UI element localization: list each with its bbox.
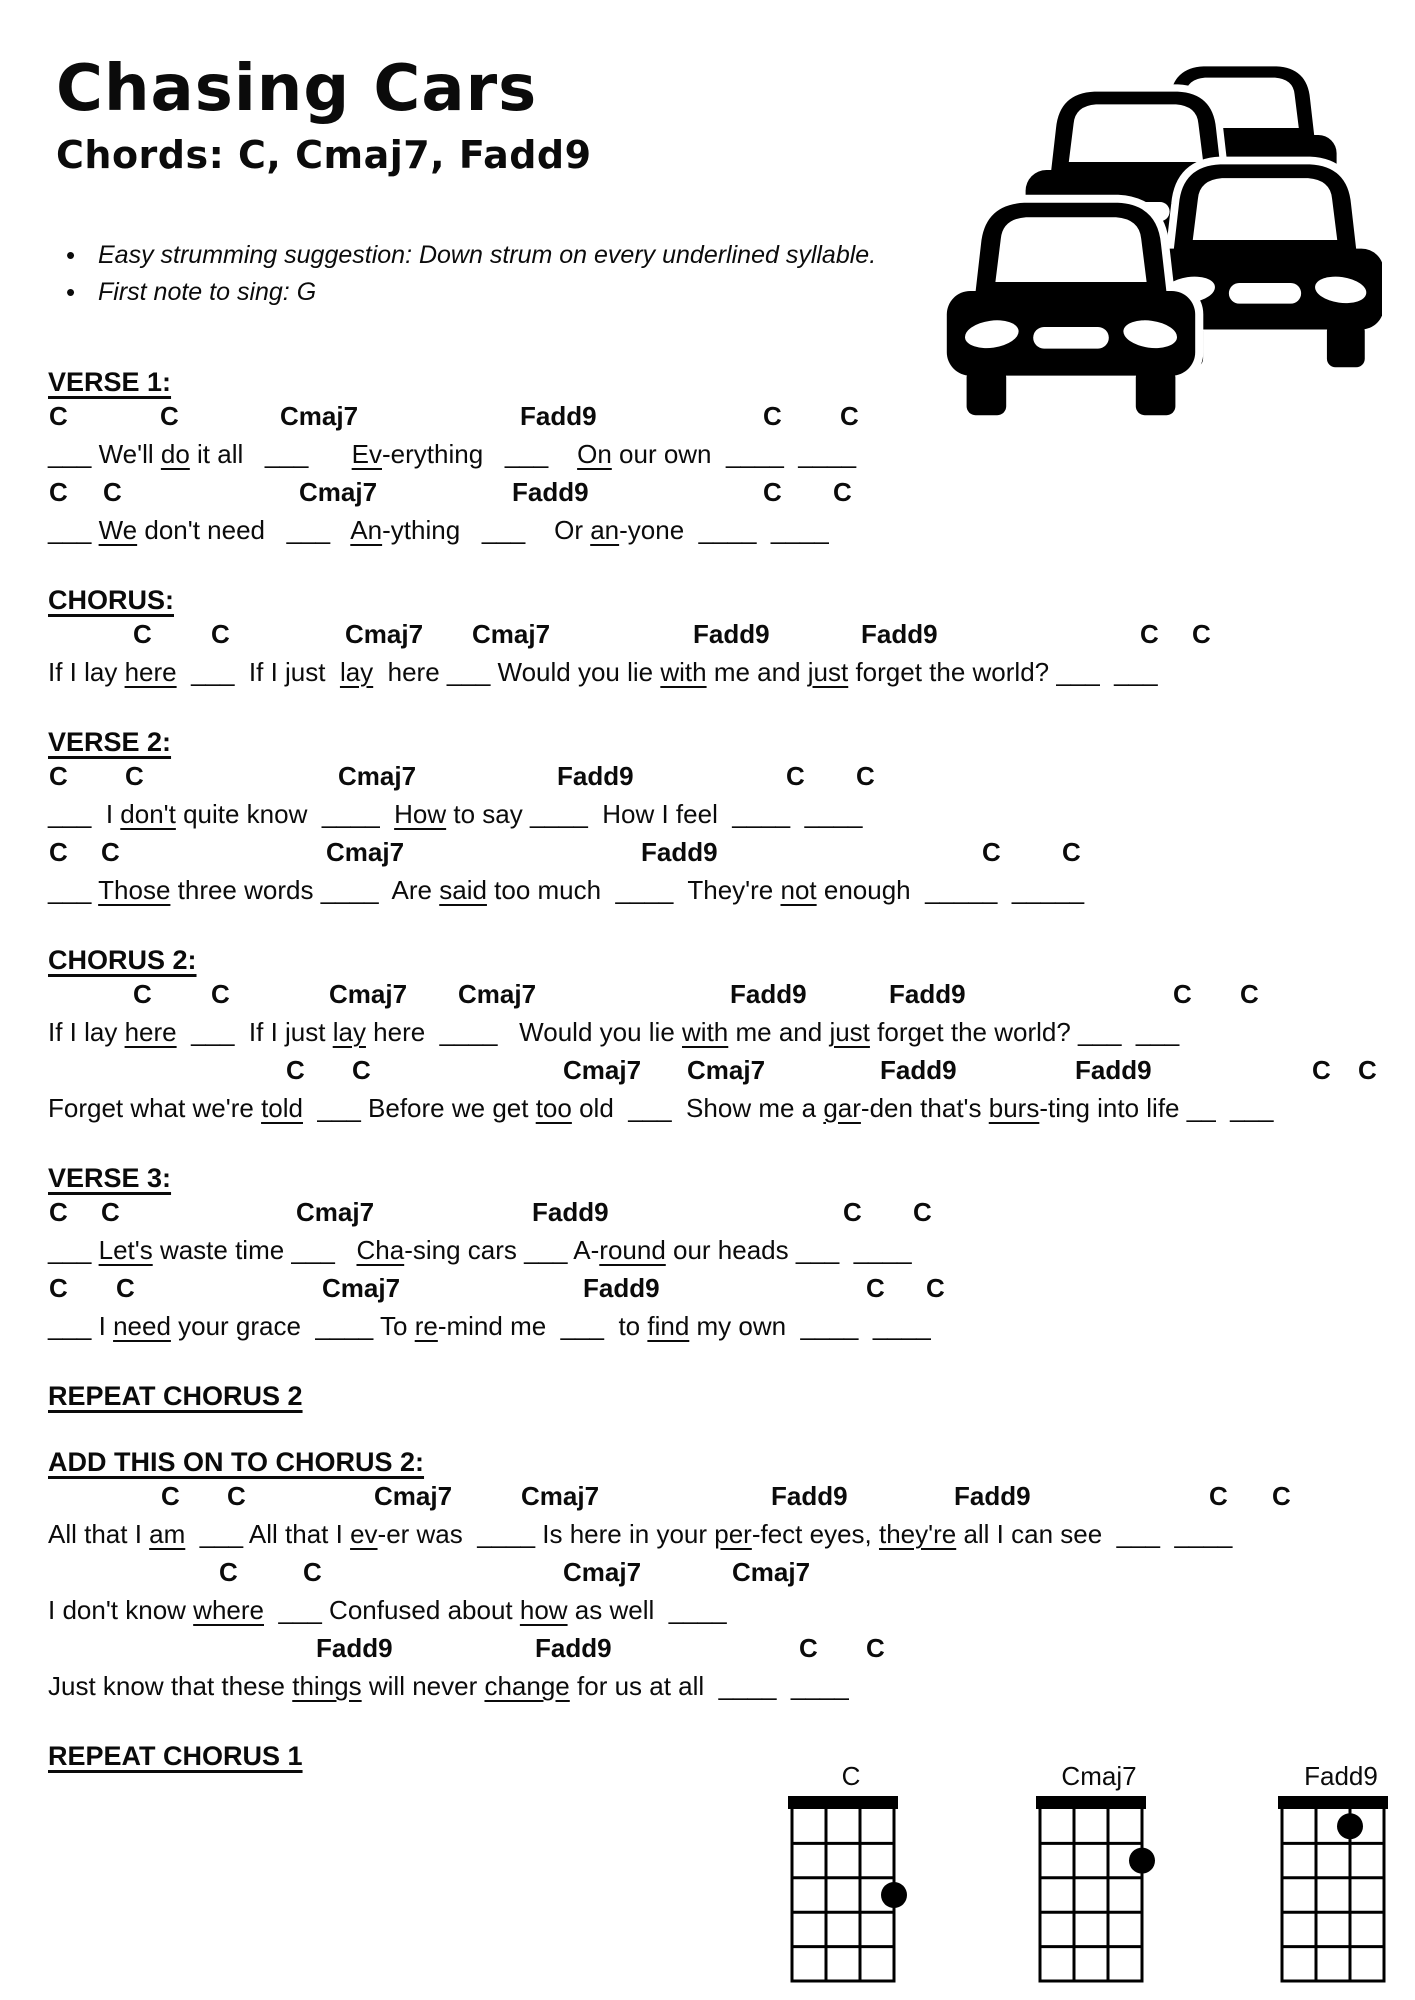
chord-token: Cmaj7 (563, 1556, 642, 1587)
chord-token: C (116, 1272, 135, 1303)
chord-token: Cmaj7 (299, 476, 378, 507)
chord-token: C (49, 400, 68, 431)
lyric-line (0, 795, 1415, 833)
lyric-line (0, 1667, 1415, 1705)
chord-token: Fadd9 (520, 400, 597, 431)
lyric-segment: too much ____ They're (486, 874, 781, 905)
underlined-syllable: lay (332, 1016, 366, 1047)
chord-line (0, 615, 1415, 653)
chord-token: C (352, 1054, 371, 1085)
song-section (0, 1381, 1415, 1411)
lyric-segment: I don't know (48, 1594, 194, 1625)
underlined-syllable: Those (98, 874, 171, 905)
chord-token: C (866, 1632, 885, 1663)
chord-token: C (211, 618, 230, 649)
underlined-syllable: do (160, 438, 190, 469)
chord-token: C (49, 1272, 68, 1303)
underlined-syllable: round (599, 1234, 666, 1265)
underlined-syllable: they're (878, 1518, 957, 1549)
lyric-segment: Just know that these (48, 1670, 293, 1701)
song-section (0, 1447, 1415, 1705)
chord-token: C (103, 476, 122, 507)
lyric-segment: ___ (48, 1234, 99, 1265)
chord-token: Cmaj7 (322, 1272, 401, 1303)
chord-token: Cmaj7 (521, 1480, 600, 1511)
chord-token: C (160, 400, 179, 431)
lyric-segment: me and (706, 656, 808, 687)
lyric-segment: ___ If I just (176, 1016, 333, 1047)
underlined-syllable: ev (350, 1518, 378, 1549)
chord-line (0, 473, 1415, 511)
chord-token: C (856, 760, 875, 791)
lyric-segment: -ything ___ Or (382, 514, 591, 545)
lyric-segment: ___ I (48, 798, 121, 829)
chord-token: C (1192, 618, 1211, 649)
chord-token: Fadd9 (954, 1480, 1031, 1511)
chord-token: C (219, 1556, 238, 1587)
lyric-segment: All that I (48, 1518, 150, 1549)
chord-token: C (133, 618, 152, 649)
underlined-syllable: lay (339, 656, 374, 687)
chord-token: Fadd9 (693, 618, 770, 649)
chord-line (0, 1269, 1415, 1307)
lyric-segment: -ting into life __ ___ (1039, 1092, 1274, 1123)
lyric-segment: me and (728, 1016, 830, 1047)
chord-token: C (982, 836, 1001, 867)
song-section (0, 1163, 1415, 1345)
chord-token: Fadd9 (641, 836, 718, 867)
chord-token: C (101, 836, 120, 867)
chord-token: Cmaj7 (326, 836, 405, 867)
note-item: • First note to sing: G (64, 274, 1415, 311)
lyric-segment: -erything ___ (382, 438, 578, 469)
chord-token: C (840, 400, 859, 431)
lyric-segment: will never (361, 1670, 485, 1701)
lyric-segment: -sing cars ___ A- (404, 1234, 600, 1265)
nut-bar (1036, 1796, 1146, 1809)
lyric-segment: -er was ____ Is here in your (377, 1518, 715, 1549)
chord-token: C (786, 760, 805, 791)
section-heading: CHORUS: (48, 584, 174, 615)
chord-token: Fadd9 (771, 1480, 848, 1511)
underlined-syllable: an (590, 514, 620, 545)
chord-token: Fadd9 (512, 476, 589, 507)
chord-token: Cmaj7 (563, 1054, 642, 1085)
chord-line (0, 1193, 1415, 1231)
underlined-syllable: where (193, 1594, 264, 1625)
chord-token: C (866, 1272, 885, 1303)
chord-token: Cmaj7 (458, 978, 537, 1009)
lyric-segment: old ___ Show me a (571, 1092, 824, 1123)
chord-token: C (133, 978, 152, 1009)
lyric-segment: Forget what we're (48, 1092, 262, 1123)
lyric-segment: -den that's (860, 1092, 989, 1123)
nut-bar (1278, 1796, 1388, 1809)
chord-token: C (1062, 836, 1081, 867)
underlined-syllable: We (98, 514, 138, 545)
lyric-segment: forget the world? ___ ___ (869, 1016, 1180, 1047)
chord-token: C (1240, 978, 1259, 1009)
chord-token: Cmaj7 (338, 760, 417, 791)
chord-token: C (799, 1632, 818, 1663)
chord-line (0, 1477, 1415, 1515)
chord-token: C (1140, 618, 1159, 649)
chord-token: C (1272, 1480, 1291, 1511)
chord-line (0, 1553, 1415, 1591)
chord-diagrams (0, 1760, 1415, 2000)
fretboard-grid (788, 1796, 914, 1986)
underlined-syllable: how (519, 1594, 568, 1625)
underlined-syllable: here (124, 1016, 177, 1047)
chord-token: C (211, 978, 230, 1009)
lyric-segment: our heads ___ ____ (665, 1234, 912, 1265)
song-title: Chasing Cars (56, 52, 538, 126)
underlined-syllable: find (647, 1310, 690, 1341)
lyric-line (0, 1013, 1415, 1051)
lyric-segment: three words ____ Are (170, 874, 440, 905)
chord-token: C (843, 1196, 862, 1227)
chord-token: C (1312, 1054, 1331, 1085)
note-item: • Easy strumming suggestion: Down strum on every underlined syllable. (64, 237, 1415, 274)
lyric-line (0, 1307, 1415, 1345)
lyric-segment: ___ Confused about (264, 1594, 520, 1625)
underlined-syllable: re (414, 1310, 438, 1341)
chord-line (0, 975, 1415, 1013)
chord-token: Cmaj7 (732, 1556, 811, 1587)
lyric-segment: ___ We'll (48, 438, 161, 469)
lyric-segment: as well ____ (567, 1594, 727, 1625)
lyric-segment: forget the world? ___ ___ (848, 656, 1158, 687)
lyric-segment: quite know ____ (175, 798, 395, 829)
section-heading: ADD THIS ON TO CHORUS 2: (48, 1446, 425, 1477)
lyric-line (0, 1231, 1415, 1269)
underlined-syllable: said (439, 874, 487, 905)
chord-line (0, 1051, 1415, 1089)
chord-token: Fadd9 (557, 760, 634, 791)
lyric-segment: If I lay (48, 1016, 125, 1047)
chord-diagram-label: Cmaj7 (1061, 1761, 1137, 1791)
lyric-segment: it all ___ (189, 438, 352, 469)
chord-token: C (161, 1480, 180, 1511)
underlined-syllable: don't (120, 798, 176, 829)
chord-diagram (1036, 1760, 1162, 1986)
chord-token: Cmaj7 (296, 1196, 375, 1227)
chord-token: Cmaj7 (687, 1054, 766, 1085)
lyric-segment: ___ I (48, 1310, 114, 1341)
finger-dot (1129, 1848, 1155, 1874)
nut-bar (788, 1796, 898, 1809)
underlined-syllable: just (829, 1016, 870, 1047)
chord-token: C (763, 400, 782, 431)
finger-dot (881, 1882, 907, 1908)
lyric-segment: ___ (48, 874, 99, 905)
underlined-syllable: change (484, 1670, 570, 1701)
lyric-segment: all I can see ___ ____ (956, 1518, 1233, 1549)
underlined-syllable: too (535, 1092, 572, 1123)
song-section (0, 585, 1415, 691)
underlined-syllable: Ev (351, 438, 382, 469)
chord-token: C (1173, 978, 1192, 1009)
chord-token: C (49, 1196, 68, 1227)
lyric-segment: for us at all ____ ____ (569, 1670, 849, 1701)
chord-token: C (763, 476, 782, 507)
chord-token: C (833, 476, 852, 507)
chord-token: C (49, 760, 68, 791)
finger-dot (1337, 1813, 1363, 1839)
underlined-syllable: just (807, 656, 849, 687)
lyric-segment: my own ____ ____ (689, 1310, 931, 1341)
lyric-segment: our own ____ ____ (611, 438, 857, 469)
chord-line (0, 397, 1415, 435)
chord-token: C (101, 1196, 120, 1227)
chord-token: Fadd9 (880, 1054, 957, 1085)
lyric-line (0, 511, 1415, 549)
chord-diagram-label: C (841, 1761, 861, 1791)
lyric-segment: your grace ____ To (170, 1310, 415, 1341)
section-heading: VERSE 3: (48, 1162, 172, 1193)
chord-token: C (227, 1480, 246, 1511)
song-section (0, 727, 1415, 909)
section-heading: CHORUS 2: (48, 944, 197, 975)
underlined-syllable: Let's (98, 1234, 153, 1265)
section-heading: VERSE 2: (48, 726, 172, 757)
underlined-syllable: per (714, 1518, 752, 1549)
lyric-segment: here ____ Would you lie (365, 1016, 683, 1047)
lyric-segment: ___ Before we get (302, 1092, 536, 1123)
underlined-syllable: am (149, 1518, 186, 1549)
chord-line (0, 1629, 1415, 1667)
lyric-segment: here ___ Would you lie (373, 656, 661, 687)
chord-token: C (125, 760, 144, 791)
underlined-syllable: things (292, 1670, 362, 1701)
chord-diagram (1278, 1760, 1404, 1986)
chords-summary: Chords: C, Cmaj7, Fadd9 (56, 132, 592, 177)
underlined-syllable: Cha (356, 1234, 405, 1265)
lyric-line (0, 1515, 1415, 1553)
chord-token: Cmaj7 (374, 1480, 453, 1511)
lyric-line (0, 653, 1415, 691)
lyric-segment: enough _____ _____ (816, 874, 1085, 905)
chord-token: C (49, 476, 68, 507)
fretboard-grid (1036, 1796, 1162, 1986)
lyric-segment: ___ (48, 514, 99, 545)
chord-token: Cmaj7 (472, 618, 551, 649)
lyric-segment: -mind me ___ to (437, 1310, 648, 1341)
chord-token: Fadd9 (730, 978, 807, 1009)
underlined-syllable: burs (988, 1092, 1040, 1123)
sections (0, 367, 1415, 1771)
lyric-segment: don't need ___ (137, 514, 351, 545)
chord-token: C (303, 1556, 322, 1587)
chord-token: C (286, 1054, 305, 1085)
lyric-line (0, 1591, 1415, 1629)
underlined-syllable: On (577, 438, 612, 469)
lyric-line (0, 435, 1415, 473)
underlined-syllable: How (394, 798, 447, 829)
lyric-segment: -yone ____ ____ (619, 514, 829, 545)
song-section (0, 945, 1415, 1127)
underlined-syllable: An (350, 514, 383, 545)
lyric-line (0, 1089, 1415, 1127)
fretboard-grid (1278, 1796, 1404, 1986)
chord-token: Fadd9 (532, 1196, 609, 1227)
chord-token: C (1358, 1054, 1377, 1085)
chord-token: Cmaj7 (345, 618, 424, 649)
chord-token: C (926, 1272, 945, 1303)
chord-token: Fadd9 (889, 978, 966, 1009)
underlined-syllable: gar (823, 1092, 861, 1123)
chord-token: C (913, 1196, 932, 1227)
chord-token: C (49, 836, 68, 867)
chord-token: Fadd9 (1075, 1054, 1152, 1085)
lyric-segment: waste time ___ (152, 1234, 357, 1265)
underlined-syllable: with (682, 1016, 729, 1047)
chord-token: Cmaj7 (280, 400, 359, 431)
underlined-syllable: not (780, 874, 817, 905)
underlined-syllable: with (660, 656, 707, 687)
lyric-line (0, 871, 1415, 909)
lyric-segment: -fect eyes, (751, 1518, 879, 1549)
chord-token: C (1209, 1480, 1228, 1511)
chord-token: Fadd9 (861, 618, 938, 649)
underlined-syllable: here (124, 656, 177, 687)
lyric-segment: If I lay (48, 656, 125, 687)
section-heading: REPEAT CHORUS 2 (48, 1380, 303, 1411)
chord-token: Fadd9 (316, 1632, 393, 1663)
section-heading: REPEAT CHORUS 1 (48, 1740, 303, 1771)
lyric-segment: to say ____ How I feel ____ ____ (446, 798, 863, 829)
traffic-cars-icon (930, 42, 1382, 434)
chord-line (0, 757, 1415, 795)
section-heading: VERSE 1: (48, 366, 172, 397)
underlined-syllable: need (113, 1310, 171, 1341)
chord-line (0, 833, 1415, 871)
lyric-segment: ___ All that I (185, 1518, 351, 1549)
chord-diagram-label: Fadd9 (1304, 1761, 1378, 1791)
underlined-syllable: told (261, 1092, 303, 1123)
chord-token: Fadd9 (535, 1632, 612, 1663)
lyric-segment: ___ If I just (176, 656, 340, 687)
chord-token: Fadd9 (583, 1272, 660, 1303)
chord-diagram (788, 1760, 914, 1986)
chord-token: Cmaj7 (329, 978, 408, 1009)
